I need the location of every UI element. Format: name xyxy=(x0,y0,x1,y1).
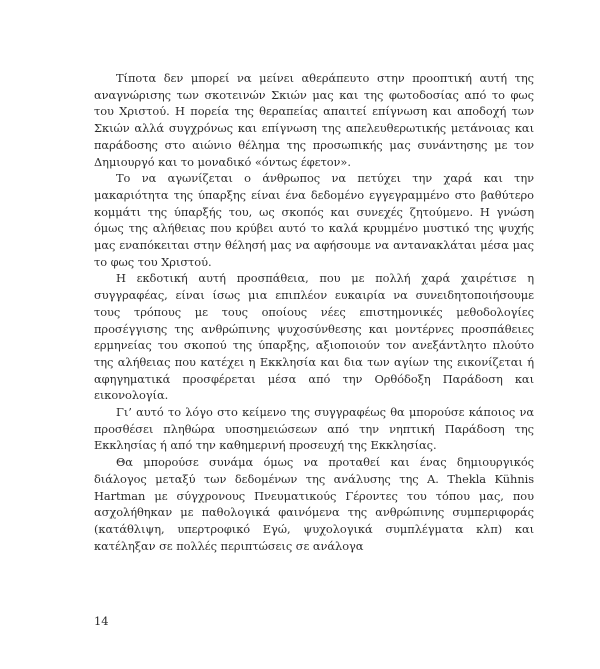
paragraph-3: Η εκδοτική αυτή προσπάθεια, που με πολλή χαρά χαιρέτισε η συγγραφέας, είναι ίσως μια επιπλέον ευκαιρία να συνειδητοποιήσουμε τους τρόπους με τους οποίους νέες επιστημονικές μεθοδολογίες προσέγγισης της ανθρώπινης ψυχοσύνθεσης και μοντέρνες προσπάθειες ερμηνείας του σκοπού της ύπαρξης, αξιοποιούν τον ανεξάντλητο πλούτο της αλήθειας που κατέχει η Εκκλησία και δια των αγίων της εικονίζεται ή αφηγηματικά προσφέρεται μέσα από την Ορθόδοξη Παράδοση και εικονολογία. xyxy=(94,271,534,403)
body-text xyxy=(94,70,534,554)
paragraph-2: Το να αγωνίζεται ο άνθρωπος να πετύχει την χαρά και την μακαριότητα της ύπαρξης είναι ένα δεδομένο εγγεγραμμένο στο βαθύτερο κομμάτι της ύπαρξής του, ως σκοπός και συνεχές ζητούμενο. Η γνώση όμως της αλήθειας που κρύβει αυτό το καλά κρυμμένο μυστικό της ψυχής μας εναπόκειται στην θέλησή μας να αφήσουμε να αντανακλάται μέσα μας το φως του Χριστού. xyxy=(94,171,534,269)
paragraph-1: Τίποτα δεν μπορεί να μείνει αθεράπευτο στην προοπτική αυτή της αναγνώρισης των σκοτεινών Σκιών μας και της φωτοδοσίας από το φως του Χριστού. Η πορεία της θεραπείας απαιτεί επίγνωση και αποδοχή των Σκιών αλλά συγχρόνως και επίγνωση της απελευθερωτικής μετάνοιας και παράδοσης στο αιώνιο θέλημα της προσωπικής μας συνάντησης με τον Δημιουργό και το μοναδικό «όντως έφετον». xyxy=(94,71,534,169)
paragraph-4: Γι’ αυτό το λόγο στο κείμενο της συγγραφέως θα μπορούσε κάποιος να προσθέσει πληθώρα υποσημειώσεων από την νηπτική Παράδοση της Εκκλησίας ή από την καθημερινή προσευχή της Εκκλησίας. xyxy=(94,405,534,453)
paragraph-5: Θα μπορούσε συνάμα όμως να προταθεί και ένας δημιουργικός διάλογος μεταξύ των δεδομένων της ανάλυσης της A. Thekla Kühnis Hartman με σύγχρονους Πνευματικούς Γέροντες του τόπου μας, που ασχολήθηκαν με παθολογικά φαινόμενα της ανθρώπινης συμπεριφοράς (κατάθλιψη, υπερτροφικό Εγώ, ψυχολογικά συμπλέγματα κλπ) και κατέληξαν σε πολλές περιπτώσεις σε ανάλογα xyxy=(94,455,534,553)
page-number: 14 xyxy=(94,614,109,628)
